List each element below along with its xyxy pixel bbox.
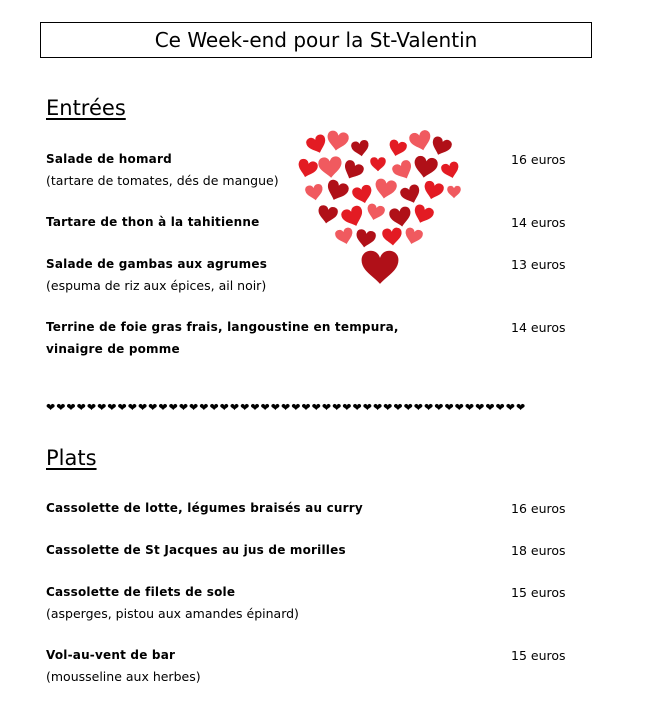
small-heart — [295, 157, 319, 180]
small-heart — [317, 156, 343, 180]
small-heart — [339, 204, 367, 230]
section-heading-entrees: Entrées — [46, 96, 126, 120]
menu-title: Ce Week-end pour la St-Valentin — [40, 22, 592, 58]
dish-name: Salade de gambas aux agrumes — [46, 257, 268, 271]
dish-description: (mousseline aux herbes) — [46, 669, 201, 684]
small-heart — [370, 157, 386, 172]
small-heart — [334, 226, 356, 246]
dish-name: Cassolette de lotte, légumes braisés au curry — [46, 501, 363, 515]
small-heart — [403, 226, 425, 246]
dish-price: 14 euros — [511, 320, 566, 335]
small-heart — [365, 202, 387, 222]
small-heart — [447, 186, 461, 199]
dish-price: 16 euros — [511, 152, 566, 167]
dish-price: 15 euros — [511, 585, 566, 600]
small-heart — [440, 160, 462, 180]
small-heart — [304, 183, 325, 202]
dish-price: 15 euros — [511, 648, 566, 663]
small-heart — [323, 178, 351, 204]
heart-illustration — [294, 124, 466, 284]
small-heart — [387, 138, 409, 158]
small-heart — [325, 129, 350, 153]
dish-name-continued: vinaigre de pomme — [46, 342, 180, 356]
small-heart — [390, 158, 416, 183]
dish-description: (espuma de riz aux épices, ail noir) — [46, 278, 267, 293]
dish-name: Vol-au-vent de bar — [46, 648, 176, 662]
dish-price: 13 euros — [511, 257, 566, 272]
small-heart — [410, 203, 435, 227]
section-heading-plats: Plats — [46, 446, 97, 470]
dish-name: Cassolette de filets de sole — [46, 585, 236, 599]
small-heart — [428, 135, 453, 159]
hearts-divider: ❤❤❤❤❤❤❤❤❤❤❤❤❤❤❤❤❤❤❤❤❤❤❤❤❤❤❤❤❤❤❤❤❤❤❤❤❤❤❤❤❤❤❤❤❤❤❤ — [46, 401, 527, 414]
small-heart — [412, 155, 439, 181]
small-heart — [304, 133, 329, 157]
dish-price: 14 euros — [511, 215, 566, 230]
small-heart — [398, 183, 423, 207]
small-heart — [354, 228, 377, 249]
small-heart — [388, 205, 413, 229]
dish-name: Terrine de foie gras frais, langoustine en tempura, — [46, 320, 399, 334]
small-heart — [340, 158, 366, 183]
small-heart — [421, 179, 445, 202]
small-heart — [373, 177, 398, 201]
dish-name: Tartare de thon à la tahitienne — [46, 215, 260, 229]
dish-description: (tartare de tomates, dés de mangue) — [46, 173, 279, 188]
small-heart — [351, 183, 375, 206]
small-heart — [361, 250, 399, 284]
dish-description: (asperges, pistou aux amandes épinard) — [46, 606, 299, 621]
dish-price: 16 euros — [511, 501, 566, 516]
small-heart — [316, 204, 339, 225]
dish-price: 18 euros — [511, 543, 566, 558]
dish-name: Salade de homard — [46, 152, 172, 166]
small-heart — [350, 139, 371, 158]
small-heart — [408, 129, 434, 154]
dish-name: Cassolette de St Jacques au jus de morilles — [46, 543, 346, 557]
small-heart — [381, 227, 403, 247]
